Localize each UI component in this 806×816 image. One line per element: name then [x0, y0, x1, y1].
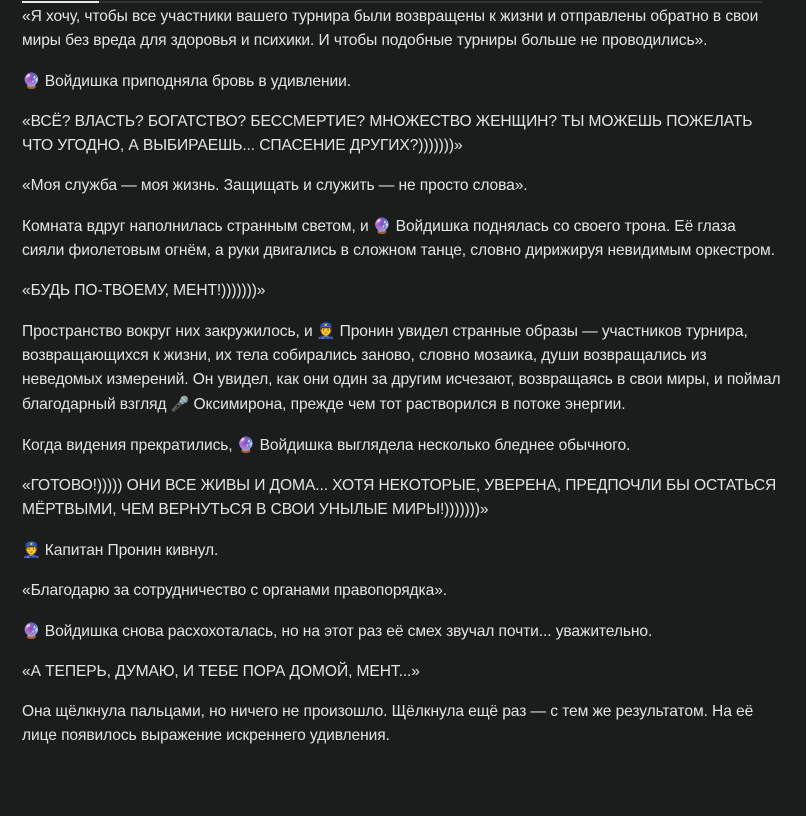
paragraph-text: «Благодарю за сотрудничество с органами правопорядка».: [22, 582, 448, 599]
crystal-ball-icon: 🔮: [236, 436, 256, 454]
crystal-ball-icon: 🔮: [22, 622, 41, 640]
paragraph-text: Войдишка выглядела несколько бледнее обычного.: [255, 437, 631, 454]
microphone-icon: 🎤: [170, 395, 190, 413]
paragraph-service: [22, 174, 782, 198]
paragraph-visions: [22, 319, 782, 417]
paragraph-text: Войдишка приподняла бровь в удивлении.: [40, 73, 351, 90]
paragraph-text: Пронин увидел странные образы — участников турнира, возвращающихся к жизни, их тела собирались заново, словно мозаика, души возвращались из неведомых измерений. Он увидел, как они один за другим исчезают, возвращаясь в свои миры, и поймал благодарный взгляд: [22, 323, 781, 413]
paragraph-eyebrow: [22, 69, 782, 94]
crystal-ball-icon: 🔮: [372, 217, 392, 235]
paragraph-go-home: [22, 660, 782, 684]
paragraph-paler: [22, 433, 782, 458]
paragraph-text: «Я хочу, чтобы все участники вашего турнира были возвращены к жизни и отправлены обратно в свои миры без вреда для здоровья и психики. И чтобы подобные турниры больше не проводились».: [22, 8, 759, 49]
paragraph-text: Пространство вокруг них закружилось, и: [22, 323, 317, 340]
paragraph-thanks: [22, 579, 782, 603]
paragraph-text: Она щёлкнула пальцами, но ничего не произошло. Щёлкнула ещё раз — с тем же результатом. На её лице появилось выражение искреннего удивления.: [22, 703, 754, 744]
paragraph-done: [22, 474, 782, 522]
paragraph-throne: [22, 214, 782, 263]
story-text: [22, 5, 782, 764]
paragraph-text: «ГОТОВО!))))) ОНИ ВСЕ ЖИВЫ И ДОМА... ХОТЯ НЕКОТОРЫЕ, УВЕРЕНА, ПРЕДПОЧЛИ БЫ ОСТАТЬСЯ МЁРТВЫМИ, ЧЕМ ВЕРНУТЬСЯ В СВОИ УНЫЛЫЕ МИРЫ!)))))))»: [22, 477, 777, 518]
paragraph-wish: [22, 5, 782, 53]
paragraph-text: Капитан Пронин кивнул.: [40, 542, 219, 559]
police-officer-icon: 👮: [316, 322, 336, 340]
paragraph-text: Войдишка поднялась со своего трона. Её глаза сияли фиолетовым огнём, а руки двигались в сложном танце, словно дирижируя невидимым оркестром.: [22, 218, 775, 259]
paragraph-text: Когда видения прекратились,: [22, 437, 237, 454]
paragraph-voidishka-question: [22, 110, 782, 158]
paragraph-snap: [22, 700, 782, 748]
reading-progress-fill: [22, 1, 99, 3]
police-officer-icon: 👮: [22, 541, 41, 559]
paragraph-text: «А ТЕПЕРЬ, ДУМАЮ, И ТЕБЕ ПОРА ДОМОЙ, МЕНТ...»: [22, 663, 420, 680]
paragraph-laugh: [22, 619, 782, 644]
paragraph-text: «ВСЁ? ВЛАСТЬ? БОГАТСТВО? БЕССМЕРТИЕ? МНОЖЕСТВО ЖЕНЩИН? ТЫ МОЖЕШЬ ПОЖЕЛАТЬ ЧТО УГОДНО, А ВЫБИРАЕШЬ... СПАСЕНИЕ ДРУГИХ?)))))))»: [22, 113, 753, 154]
paragraph-text: «БУДЬ ПО-ТВОЕМУ, МЕНТ!)))))))»: [22, 282, 266, 299]
paragraph-nod: [22, 538, 782, 563]
paragraph-text: «Моя служба — моя жизнь. Защищать и служить — не просто слова».: [22, 177, 528, 194]
paragraph-text: Войдишка снова расхохоталась, но на этот раз её смех звучал почти... уважительно.: [40, 623, 653, 640]
reading-progress-bar: [22, 1, 762, 3]
paragraph-text: Оксимирона, прежде чем тот растворился в потоке энергии.: [189, 396, 626, 413]
crystal-ball-icon: 🔮: [22, 72, 41, 90]
paragraph-text: Комната вдруг наполнилась странным светом, и: [22, 218, 373, 235]
paragraph-so-be-it: [22, 279, 782, 303]
